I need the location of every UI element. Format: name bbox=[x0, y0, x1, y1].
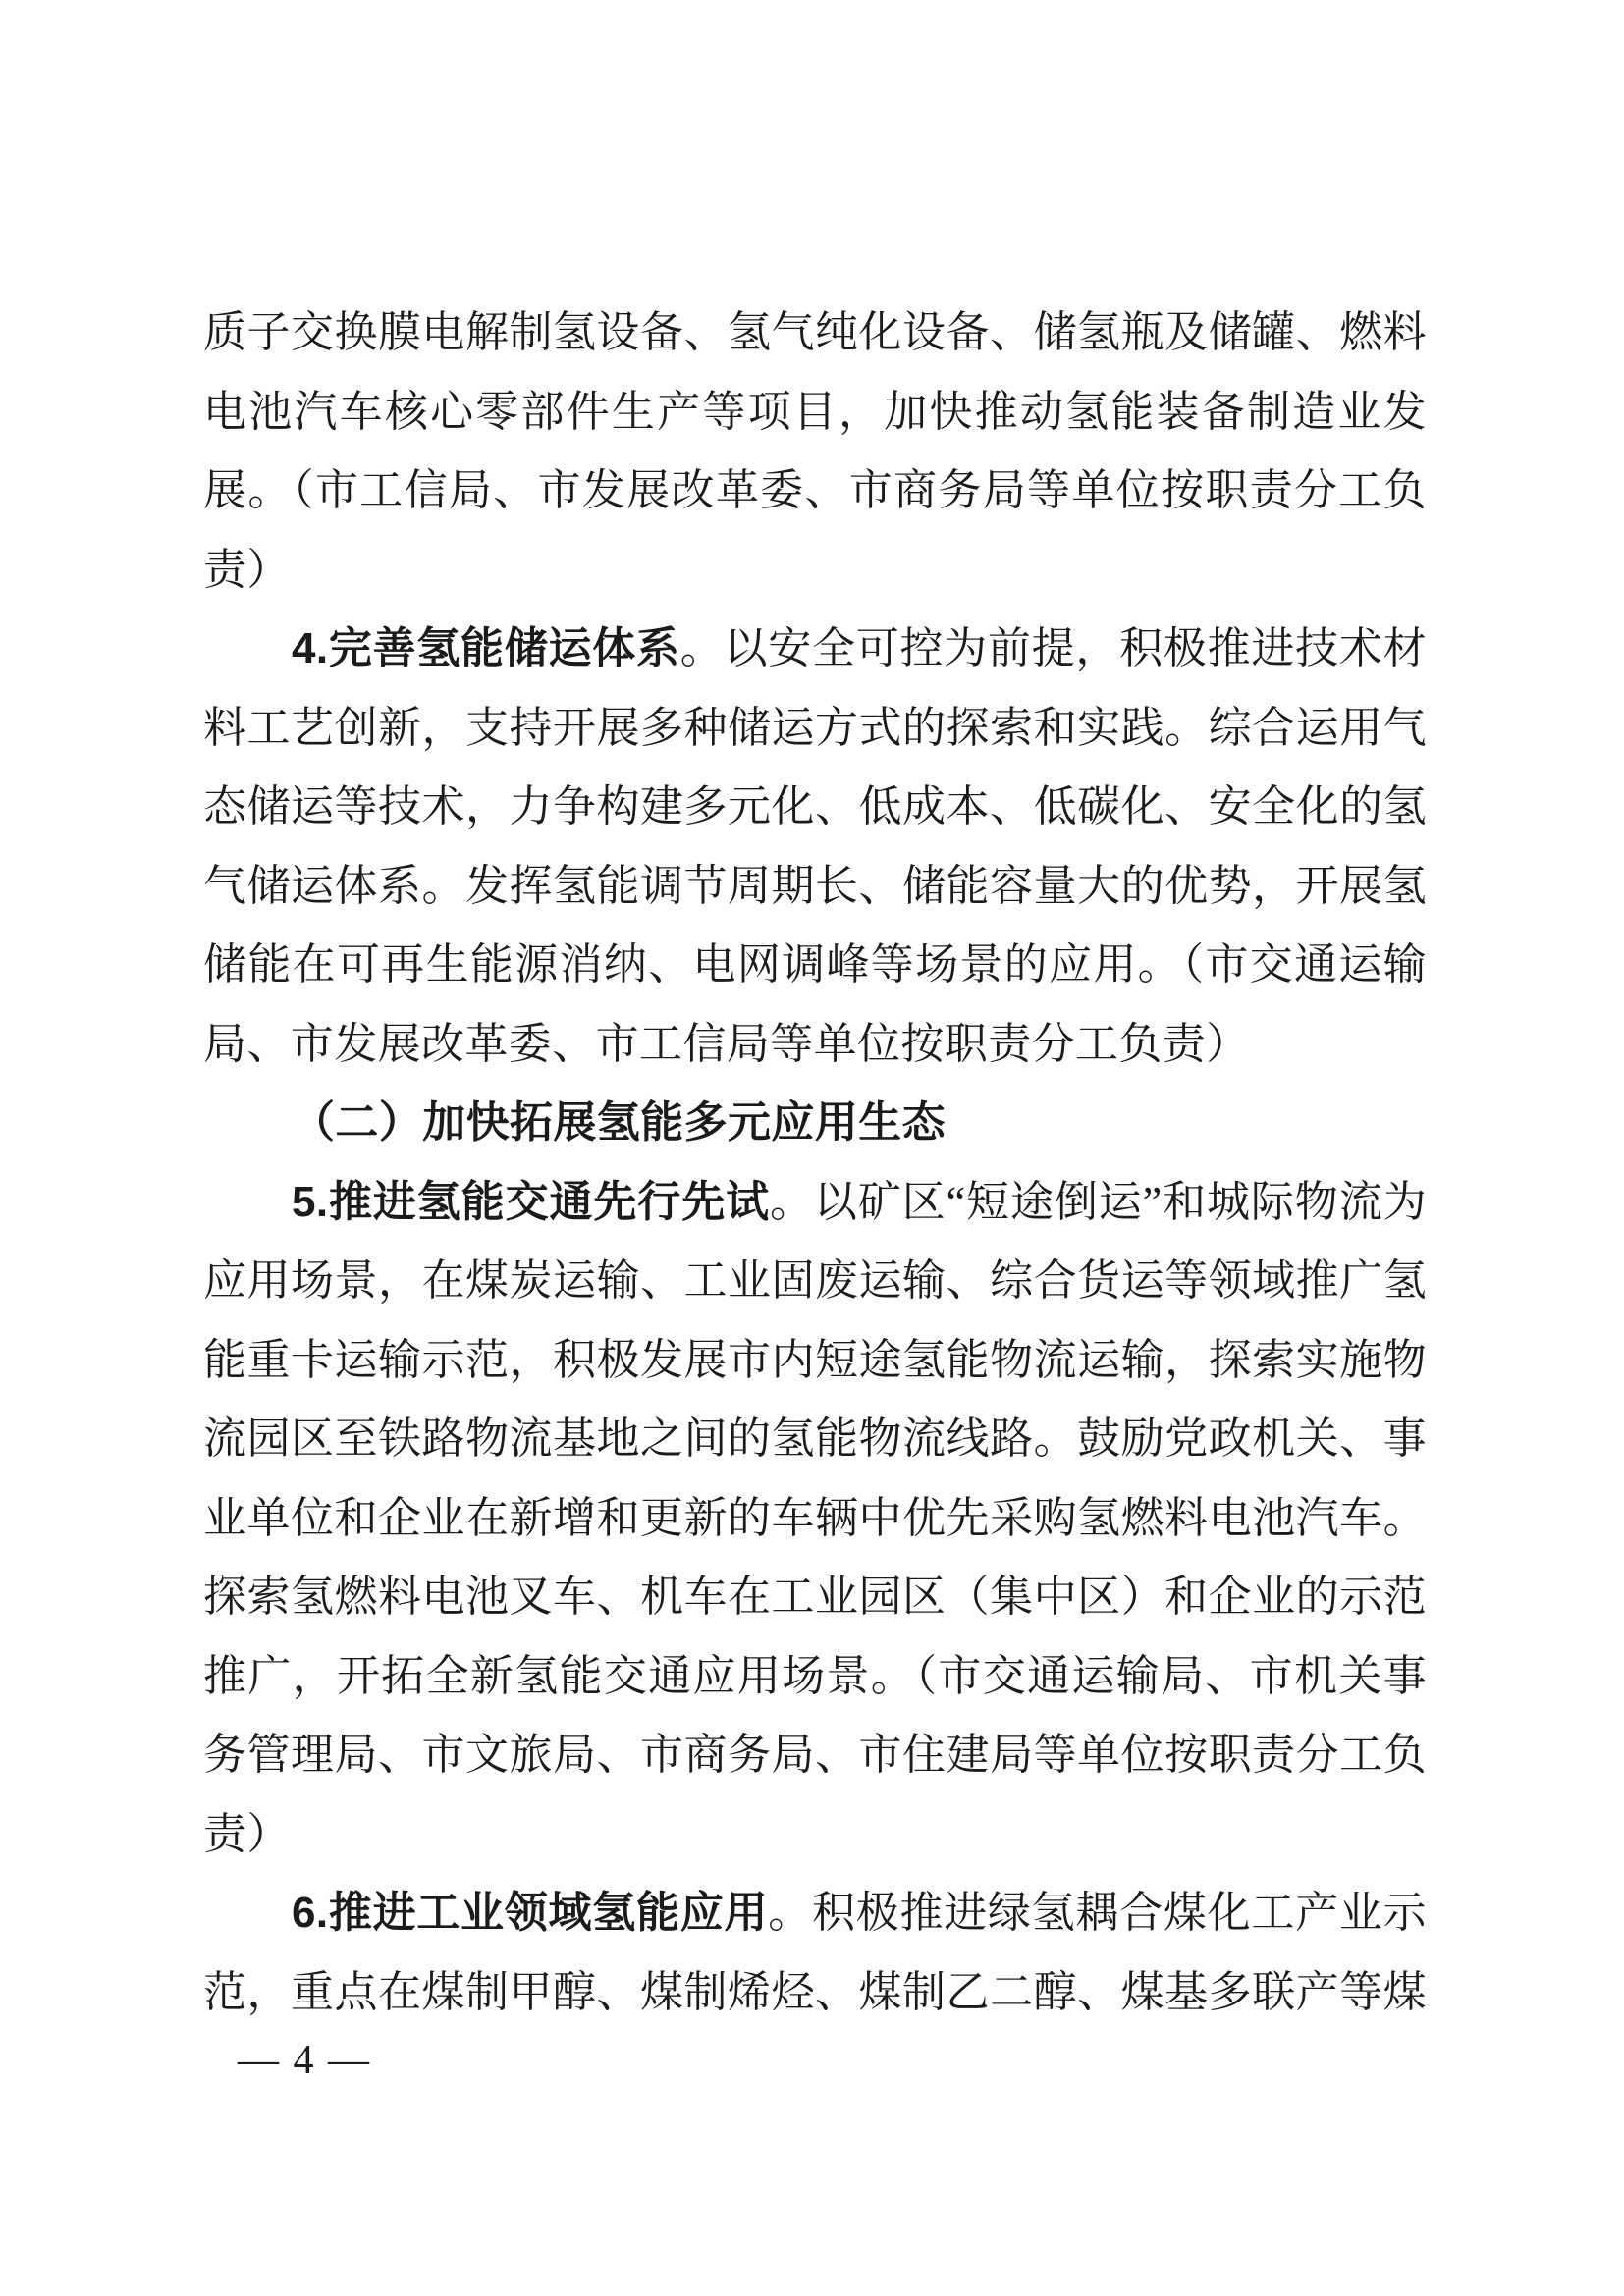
body-text-line bbox=[203, 1005, 1427, 1085]
line-text: 。积极推进绿氢耦合煤化工产业示 bbox=[768, 1889, 1427, 1937]
line-text: 应用场景，在煤炭运输、工业固废运输、综合货运等领域推广氢 bbox=[203, 1256, 1427, 1305]
item-number-title: 6.推进工业领域氢能应用 bbox=[292, 1889, 769, 1937]
line-text: 料工艺创新，支持开展多种储运方式的探索和实践。综合运用气 bbox=[203, 703, 1427, 752]
body-text-line bbox=[203, 1242, 1427, 1321]
section-heading-text: （二）加快拓展氢能多元应用生态 bbox=[292, 1098, 946, 1147]
line-text: 责） bbox=[203, 1809, 291, 1858]
body-text-line bbox=[203, 847, 1427, 927]
numbered-item-line bbox=[203, 610, 1427, 689]
body-text-line bbox=[203, 1321, 1427, 1401]
body-text-line bbox=[203, 689, 1427, 769]
section-heading bbox=[203, 1084, 1427, 1163]
numbered-item-line bbox=[203, 1163, 1427, 1243]
body-text-line bbox=[203, 1953, 1427, 2033]
body-text-line bbox=[203, 294, 1427, 373]
body-text-line bbox=[203, 373, 1427, 453]
line-text: 态储运等技术，力争构建多元化、低成本、低碳化、安全化的氢 bbox=[203, 782, 1427, 830]
line-text: 储能在可再生能源消纳、电网调峰等场景的应用。（市交通运输 bbox=[203, 940, 1427, 988]
line-text: 气储运体系。发挥氢能调节周期长、储能容量大的优势，开展氢 bbox=[203, 861, 1427, 910]
line-text: 。以矿区“短途倒运”和城际物流为 bbox=[770, 1177, 1427, 1226]
line-text: 能重卡运输示范，积极发展市内短途氢能物流运输，探索实施物 bbox=[203, 1335, 1427, 1384]
line-text: 探索氢燃料电池叉车、机车在工业园区（集中区）和企业的示范 bbox=[203, 1573, 1427, 1621]
body-text-line bbox=[203, 1795, 1427, 1875]
page-number: — 4 — bbox=[238, 2038, 371, 2083]
body-text-line bbox=[203, 768, 1427, 847]
line-text: 务管理局、市文旅局、市商务局、市住建局等单位按职责分工负 bbox=[203, 1731, 1427, 1779]
body-text-line bbox=[203, 1558, 1427, 1637]
line-text: 展。（市工信局、市发展改革委、市商务局等单位按职责分工负 bbox=[203, 466, 1427, 514]
line-text: 。以安全可控为前提，积极推进技术材 bbox=[679, 624, 1427, 672]
body-text-line bbox=[203, 1400, 1427, 1479]
document-body bbox=[203, 294, 1427, 2032]
line-text: 电池汽车核心零部件生产等项目，加快推动氢能装备制造业发 bbox=[203, 387, 1427, 436]
body-text-line bbox=[203, 531, 1427, 611]
body-text-line bbox=[203, 1637, 1427, 1717]
item-number-title: 4.完善氢能储运体系 bbox=[292, 624, 680, 672]
line-text: 范，重点在煤制甲醇、煤制烯烃、煤制乙二醇、煤基多联产等煤 bbox=[203, 1967, 1427, 2016]
body-text-line bbox=[203, 926, 1427, 1005]
body-text-line bbox=[203, 1479, 1427, 1559]
line-text: 责） bbox=[203, 545, 291, 594]
line-text: 业单位和企业在新增和更新的车辆中优先采购氢燃料电池汽车。 bbox=[203, 1493, 1427, 1542]
line-text: 质子交换膜电解制氢设备、氢气纯化设备、储氢瓶及储罐、燃料 bbox=[203, 308, 1427, 356]
item-number-title: 5.推进氢能交通先行先试 bbox=[292, 1177, 771, 1226]
body-text-line bbox=[203, 452, 1427, 531]
body-text-line bbox=[203, 1716, 1427, 1795]
line-text: 流园区至铁路物流基地之间的氢能物流线路。鼓励党政机关、事 bbox=[203, 1415, 1427, 1463]
numbered-item-line bbox=[203, 1874, 1427, 1953]
line-text: 局、市发展改革委、市工信局等单位按职责分工负责） bbox=[203, 1019, 1250, 1068]
line-text: 推广，开拓全新氢能交通应用场景。（市交通运输局、市机关事 bbox=[203, 1651, 1427, 1700]
